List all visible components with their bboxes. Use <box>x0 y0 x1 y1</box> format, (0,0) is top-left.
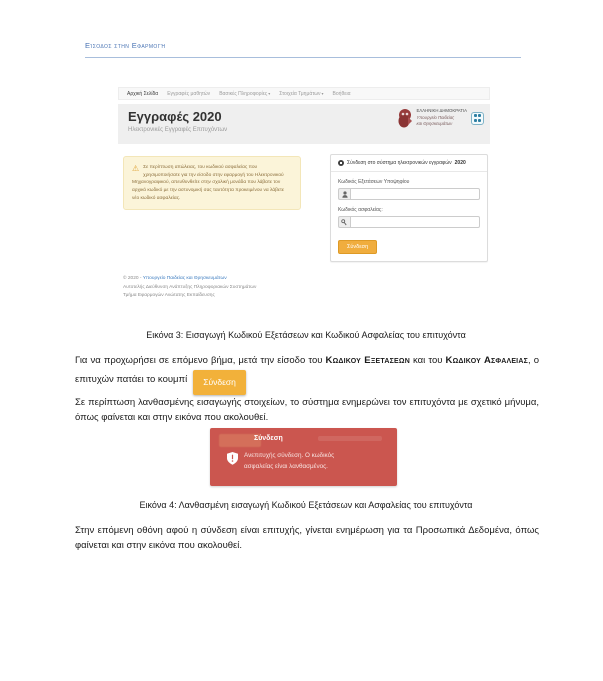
footer-line2: Αυτοτελής Διεύθυνση Ανάπτυξης Πληροφοριακών Συστημάτων <box>123 284 257 290</box>
ministry-link[interactable]: Υπουργείο Παιδείας και Θρησκευμάτων <box>142 276 227 281</box>
p1-text: και του <box>409 355 446 366</box>
ghost-background-text <box>318 436 382 441</box>
nav-home[interactable]: Αρχική Σελίδα <box>127 90 159 97</box>
warning-text: Σε περίπτωση απώλειας, του κωδικού ασφαλείας που χρησιμοποιήσατε για την είσοδο στην εφαρμογή του Ηλεκτρονικού Μηχανογραφικού, απευθυνθείτε στην σχολική μονάδα που λάβατε τον αρχικό κωδικό με την αστυνομική σας ταυτότητα προκειμένου να λάβετε νέο κωδικό ασφαλείας. <box>132 165 285 201</box>
owl-emblem-icon <box>397 108 413 128</box>
ministry-line3: και Θρησκευμάτων <box>416 121 453 127</box>
footer-copyright <box>123 275 490 284</box>
footer-line3: Τμήμα Εφαρμογών Ανώτατης Εκπαίδευσης <box>123 293 215 299</box>
nav-department-info[interactable] <box>279 91 323 97</box>
chevron-down-icon: ▾ <box>321 91 324 96</box>
app-title: Εγγραφές 2020 <box>128 109 222 124</box>
paragraph-3: Στην επόμενη οθόνη αφού η σύνδεση είναι επιτυχής, γίνεται ενημέρωση για τα Προσωπικά Δεδομένα, όπως φαίνεται και στην εικόνα που ακολουθεί. <box>75 525 539 551</box>
ministry-line2: Υπουργείο Παιδείας <box>416 114 455 120</box>
nav-label: Βασικές Πληροφορίες <box>219 90 268 97</box>
nav-basic-info[interactable] <box>219 91 270 97</box>
paragraph-2: Σε περίπτωση λανθασμένης εισαγωγής στοιχείων, το σύστημα ενημερώνει τον επιτυχόντα με σχετικό μήνυμα, όπως φαίνεται και στην εικόνα που ακολουθεί. <box>75 397 539 423</box>
app-content-row <box>118 154 490 266</box>
login-header-year: 2020 <box>454 160 466 166</box>
app-screenshot-error-alert <box>210 428 397 486</box>
nav-help[interactable] <box>333 91 351 97</box>
nav-label: Βοήθεια <box>332 90 351 97</box>
figure4-caption: Εικόνα 4: Λανθασμένη εισαγωγή Κωδικού Εξετάσεων και Ασφαλείας του επιτυχόντα <box>139 500 473 510</box>
app-subtitle: Ηλεκτρονικές Εγγραφές Επιτυχόντων <box>128 127 228 133</box>
login-card <box>330 154 488 262</box>
security-code-group <box>338 216 480 228</box>
alert-message <box>244 451 334 472</box>
alert-message-line2: ασφαλείας είναι λανθασμένος. <box>244 462 328 470</box>
warning-icon: ⚠ <box>132 164 140 173</box>
p1-exam-code-term: Κωδικου Εξετασεων <box>325 355 410 366</box>
alert-message-line1: Ανεπιτυχής σύνδεση. Ο κωδικός <box>244 452 335 459</box>
login-header-text: Σύνδεση στο σύστημα ηλεκτρονικών εγγραφών <box>347 160 452 166</box>
ministry-logo-text <box>417 108 467 128</box>
p1-security-code-term: Κωδικου Ασφαλειας <box>445 355 528 366</box>
p1-text: , ο επιτυχών πατάει το κουμπί <box>75 355 539 385</box>
ministry-badge-icon <box>471 112 484 125</box>
inline-connect-button-image: Σύνδεση <box>193 370 246 395</box>
shield-exclamation-icon <box>227 452 238 465</box>
p1-text: Για να προχωρήσει σε επόμενο βήμα, μετά την είσοδο του <box>75 355 326 366</box>
connect-button[interactable]: Σύνδεση <box>338 240 377 254</box>
page-title: Είσοδος στην Εφαρμογή <box>85 41 521 58</box>
chevron-down-icon: ▾ <box>268 91 271 96</box>
exam-code-group <box>338 188 480 200</box>
nav-student-registrations[interactable] <box>167 91 210 97</box>
security-code-warning <box>123 156 301 210</box>
lock-icon <box>338 160 344 166</box>
figure3-caption: Εικόνα 3: Εισαγωγή Κωδικού Εξετάσεων και Κωδικού Ασφαλείας του επιτυχόντα <box>146 330 466 340</box>
login-card-header <box>331 155 487 172</box>
exam-code-input[interactable] <box>350 188 480 200</box>
login-card-body <box>331 172 487 261</box>
paragraph-1 <box>75 351 539 395</box>
security-code-label: Κωδικός ασφαλείας: <box>338 207 383 213</box>
nav-label: Στοιχεία Τμημάτων <box>279 90 321 97</box>
nav-label: Εγγραφές μαθητών <box>167 90 211 97</box>
app-jumbotron <box>118 104 490 144</box>
user-icon <box>338 188 350 200</box>
app-footer <box>118 275 490 301</box>
app-screenshot-login <box>118 82 490 304</box>
app-navbar <box>118 87 490 100</box>
security-code-input[interactable] <box>350 216 480 228</box>
ministry-logo <box>397 108 484 128</box>
alert-title: Σύνδεση <box>254 435 283 442</box>
exam-code-label: Κωδικός Εξετάσεων Υποψηφίου <box>338 179 410 185</box>
ministry-line1: ΕΛΛΗΝΙΚΗ ΔΗΜΟΚΡΑΤΙΑ <box>416 108 467 114</box>
copyright-prefix: © 2020 - <box>123 276 143 281</box>
key-icon <box>338 216 350 228</box>
